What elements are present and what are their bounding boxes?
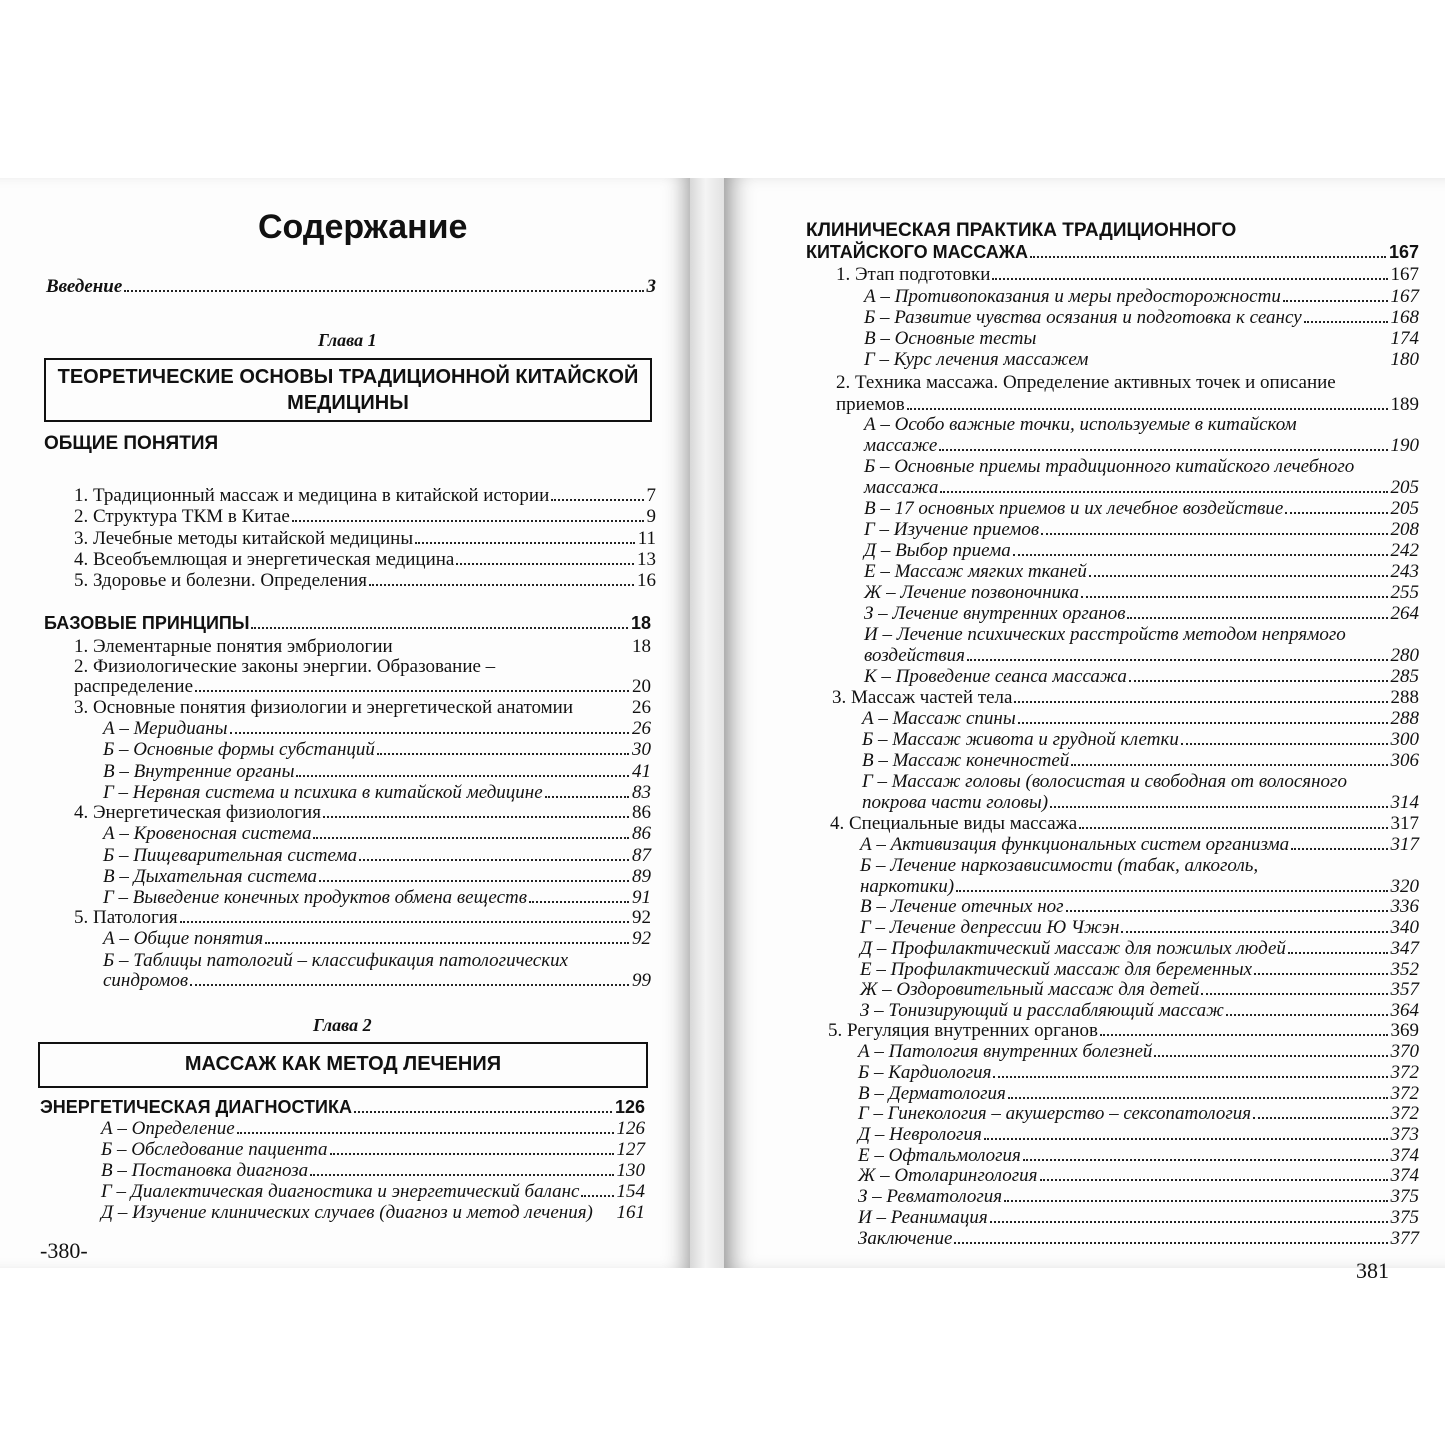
toc-subentry[interactable] <box>858 1062 1419 1083</box>
toc-entry[interactable] <box>832 687 1419 708</box>
toc-entry[interactable] <box>74 676 651 697</box>
entry-page: 340 <box>1390 917 1419 938</box>
toc-subentry[interactable] <box>862 729 1419 750</box>
entry-label: 1. Элементарные понятия эмбриологии <box>74 636 393 657</box>
dot-leader <box>124 290 643 292</box>
entry-page: 174 <box>1390 328 1419 349</box>
entry-page: 86 <box>632 823 651 844</box>
dot-leader <box>529 901 629 903</box>
dot-leader <box>1254 973 1387 975</box>
entry-label: 4. Специальные виды массажа <box>830 813 1078 834</box>
entry-page: 357 <box>1390 979 1419 1000</box>
entry-label: Б – Кардиология <box>858 1062 992 1083</box>
dot-leader <box>984 1138 1388 1140</box>
chapter-label: Глава 2 <box>313 1015 372 1035</box>
dot-leader <box>1040 1179 1388 1181</box>
entry-page: 92 <box>632 907 651 928</box>
toc-subentry[interactable] <box>103 761 651 782</box>
dot-leader <box>993 1076 1387 1078</box>
entry-label: З – Тонизирующий и расслабляющий массаж <box>860 1000 1224 1021</box>
entry-label: 4. Энергетическая физиология <box>74 802 321 823</box>
entry-label: 3. Лечебные методы китайской медицины <box>74 528 414 549</box>
toc-subentry[interactable] <box>864 349 1419 370</box>
dot-leader <box>1013 554 1388 556</box>
dot-leader <box>190 984 629 986</box>
dot-leader <box>354 1111 612 1113</box>
entry-label: Ж – Оздоровительный массаж для детей <box>860 979 1200 1000</box>
entry-label-line: И – Лечение психических расстройств методом непрямого <box>864 624 1346 645</box>
entry-page: 127 <box>616 1139 645 1160</box>
entry-label: Б – Массаж живота и грудной клетки <box>862 729 1179 750</box>
entry-label: К – Проведение сеанса массажа <box>864 666 1127 687</box>
dot-leader <box>1283 300 1388 302</box>
entry-page: 285 <box>1390 666 1419 687</box>
entry-label: Г – Гинекология – акушерство – сексопатология <box>858 1103 1252 1124</box>
entry-page: 347 <box>1390 938 1419 959</box>
toc-entry[interactable] <box>74 802 651 823</box>
entry-label: Г – Изучение приемов <box>864 519 1040 540</box>
entry-page: 26 <box>632 697 651 718</box>
dot-leader <box>1121 931 1387 933</box>
entry-label: 1. Этап подготовки <box>836 264 991 285</box>
entry-page: 180 <box>1390 349 1419 370</box>
section-heading: БАЗОВЫЕ ПРИНЦИПЫ <box>44 613 250 633</box>
entry-label-line: А – Особо важные точки, используемые в китайском <box>864 414 1297 435</box>
toc-subentry[interactable] <box>858 1145 1419 1166</box>
dot-leader <box>545 796 629 798</box>
entry-label: Е – Офтальмология <box>858 1145 1021 1166</box>
entry-label: А – Общие понятия <box>103 928 264 949</box>
entry-page: 255 <box>1390 582 1419 603</box>
entry-label: Введение <box>46 276 123 297</box>
entry-page: 300 <box>1390 729 1419 750</box>
toc-section-clinical[interactable] <box>806 242 1419 263</box>
entry-label-line: Б – Таблицы патологий – классификация патологических <box>103 950 569 971</box>
entry-page: 373 <box>1390 1124 1419 1145</box>
dot-leader <box>1100 1034 1388 1036</box>
dot-leader <box>1201 993 1387 995</box>
toc-subentry[interactable] <box>864 666 1419 687</box>
page-number-right: 381 <box>1356 1258 1389 1283</box>
chapter-title-line: МАССАЖ КАК МЕТОД ЛЕЧЕНИЯ <box>184 1053 502 1075</box>
toc-subentry[interactable] <box>103 928 651 949</box>
entry-label: А – Меридианы <box>103 718 228 739</box>
dot-leader <box>1008 1097 1388 1099</box>
dot-leader <box>1004 1200 1387 1202</box>
entry-label: В – Лечение отечных ног <box>860 896 1064 917</box>
dot-leader <box>180 921 629 923</box>
section-heading: ЭНЕРГЕТИЧЕСКАЯ ДИАГНОСТИКА <box>40 1097 352 1117</box>
toc-subentry[interactable] <box>103 782 651 803</box>
toc-subentry[interactable] <box>101 1118 645 1139</box>
toc-entry[interactable] <box>836 394 1419 415</box>
dot-leader <box>1181 743 1388 745</box>
entry-page: 364 <box>1390 1000 1419 1021</box>
dot-leader <box>1291 848 1387 850</box>
entry-label: В – Постановка диагноза <box>101 1160 309 1181</box>
entry-label: 4. Всеобъемлющая и энергетическая медицина <box>74 549 455 570</box>
dot-leader <box>1023 1159 1388 1161</box>
toc-subentry[interactable] <box>103 845 651 866</box>
entry-page: 375 <box>1390 1207 1419 1228</box>
entry-page: 374 <box>1390 1145 1419 1166</box>
section-heading: КИТАЙСКОГО МАССАЖА <box>806 242 1029 262</box>
dot-leader <box>230 732 629 734</box>
entry-label: Г – Выведение конечных продуктов обмена веществ <box>103 887 527 908</box>
entry-label: Ж – Отоларингология <box>858 1165 1038 1186</box>
entry-label: массаже <box>864 435 938 456</box>
entry-page: 205 <box>1390 477 1419 498</box>
toc-entry[interactable] <box>74 907 651 928</box>
toc-subentry[interactable] <box>860 1000 1419 1021</box>
entry-page: 168 <box>1390 307 1419 328</box>
toc-entry[interactable] <box>830 813 1419 834</box>
toc-entry[interactable] <box>74 485 656 506</box>
chapter-title-line: МЕДИЦИНЫ <box>287 392 409 414</box>
entry-page: 26 <box>632 718 651 739</box>
dot-leader <box>369 584 634 586</box>
entry-page: 167 <box>1390 264 1419 285</box>
entry-label: воздействия <box>864 645 965 666</box>
entry-page: 86 <box>632 802 651 823</box>
entry-page: 83 <box>632 782 651 803</box>
dot-leader <box>323 816 629 818</box>
toc-section-basic[interactable] <box>44 613 651 634</box>
toc-subentry[interactable] <box>864 328 1419 349</box>
dot-leader <box>954 1242 1387 1244</box>
entry-page: 18 <box>630 613 651 633</box>
toc-subentry[interactable] <box>862 750 1419 771</box>
entry-label: В – Массаж конечностей <box>862 750 1070 771</box>
entry-label: Г – Курс лечения массажем <box>864 349 1089 370</box>
dot-leader <box>1041 533 1387 535</box>
entry-label: Б – Основные формы субстанций <box>103 739 375 760</box>
chapter-title-box <box>38 1042 648 1088</box>
entry-label: Е – Профилактический массаж для беременных <box>860 959 1253 980</box>
dot-leader <box>1089 575 1388 577</box>
dot-leader <box>1066 910 1388 912</box>
entry-label: Г – Диалектическая диагностика и энергетический баланс <box>101 1181 580 1202</box>
toc-subentry[interactable] <box>858 1083 1419 1104</box>
dot-leader <box>319 880 629 882</box>
entry-page: 11 <box>637 528 656 549</box>
toc-subentry[interactable] <box>860 979 1419 1000</box>
toc-subentry[interactable] <box>858 1103 1419 1124</box>
dot-leader <box>456 563 634 565</box>
page-title: Содержание <box>258 208 468 246</box>
toc-subentry[interactable] <box>858 1186 1419 1207</box>
entry-label-line: Г – Массаж головы (волосистая и свободная от волосяного <box>862 771 1347 792</box>
entry-page: 288 <box>1390 687 1419 708</box>
entry-page: 13 <box>637 549 656 570</box>
entry-page: 161 <box>616 1202 645 1223</box>
chapter-label: Глава 1 <box>318 330 377 350</box>
section-heading-line: КЛИНИЧЕСКАЯ ПРАКТИКА ТРАДИЦИОННОГО <box>806 220 1237 241</box>
entry-label: А – Противопоказания и меры предосторожности <box>864 286 1281 307</box>
chapter-title-line: ТЕОРЕТИЧЕСКИЕ ОСНОВЫ ТРАДИЦИОННОЙ КИТАЙСКОЙ <box>57 366 639 388</box>
entry-page: 280 <box>1390 645 1419 666</box>
dot-leader <box>1018 722 1388 724</box>
toc-subentry[interactable] <box>860 959 1419 980</box>
dot-leader <box>1129 680 1388 682</box>
entry-label: 1. Традиционный массаж и медицина в китайской истории <box>74 485 550 506</box>
toc-subentry[interactable] <box>860 938 1419 959</box>
dot-leader <box>1081 596 1387 598</box>
toc-subentry[interactable] <box>860 876 1419 897</box>
entry-page: 264 <box>1390 603 1419 624</box>
toc-subentry[interactable] <box>101 1181 645 1202</box>
entry-label: А – Кровеносная система <box>103 823 312 844</box>
entry-label: 5. Здоровье и болезни. Определения <box>74 570 368 591</box>
page-number-left: -380- <box>40 1238 88 1263</box>
entry-page: 336 <box>1390 896 1419 917</box>
entry-label: В – Основные тесты <box>864 328 1037 349</box>
entry-label: Д – Изучение клинических случаев (диагноз и метод лечения) <box>101 1202 593 1223</box>
toc-subentry[interactable] <box>858 1207 1419 1228</box>
entry-page: 87 <box>632 845 651 866</box>
toc-entry[interactable] <box>74 528 656 549</box>
entry-page: 377 <box>1390 1228 1419 1249</box>
entry-label: 2. Структура ТКМ в Китае <box>74 506 290 527</box>
entry-page: 190 <box>1390 435 1419 456</box>
dot-leader <box>907 408 1388 410</box>
toc-entry[interactable] <box>828 1020 1419 1041</box>
entry-label: наркотики) <box>860 876 955 897</box>
toc-subentry[interactable] <box>860 896 1419 917</box>
toc-entry[interactable] <box>836 264 1419 285</box>
entry-label-line: 2. Физиологические законы энергии. Образование – <box>74 656 496 677</box>
toc-entry[interactable] <box>74 506 656 527</box>
entry-label: 5. Регуляция внутренних органов <box>828 1020 1098 1041</box>
toc-subentry[interactable] <box>864 645 1419 666</box>
entry-page: 7 <box>646 485 656 506</box>
toc-entry[interactable] <box>74 549 656 570</box>
dot-leader <box>1079 827 1387 829</box>
entry-page: 288 <box>1390 708 1419 729</box>
entry-page: 314 <box>1390 792 1419 813</box>
entry-label: В – 17 основных приемов и их лечебное воздействие <box>864 498 1284 519</box>
dot-leader <box>940 491 1387 493</box>
chapter-title-box <box>44 358 652 422</box>
entry-label: 5. Патология <box>74 907 178 928</box>
toc-subentry[interactable] <box>860 834 1419 855</box>
dot-leader <box>992 278 1387 280</box>
entry-page: 189 <box>1390 394 1419 415</box>
toc-subentry[interactable] <box>864 498 1419 519</box>
dot-leader <box>967 659 1388 661</box>
toc-subentry[interactable] <box>864 561 1419 582</box>
entry-page: 167 <box>1390 286 1419 307</box>
toc-subentry[interactable] <box>864 435 1419 456</box>
dot-leader <box>265 942 629 944</box>
toc-subentry[interactable] <box>860 917 1419 938</box>
entry-label: Е – Массаж мягких тканей <box>864 561 1087 582</box>
entry-label: В – Дыхательная система <box>103 866 318 887</box>
dot-leader <box>1071 764 1387 766</box>
entry-label: Б – Пищеварительная система <box>103 845 358 866</box>
entry-label: 3. Массаж частей тела <box>832 687 1013 708</box>
entry-label: Ж – Лечение позвоночника <box>864 582 1080 603</box>
dot-leader <box>296 775 629 777</box>
dot-leader <box>1050 806 1387 808</box>
toc-subentry[interactable] <box>858 1124 1419 1145</box>
dot-leader <box>1304 321 1388 323</box>
entry-page: 317 <box>1390 834 1419 855</box>
toc-subentry[interactable] <box>103 739 651 760</box>
dot-leader <box>313 837 629 839</box>
entry-page: 9 <box>646 506 656 527</box>
toc-subentry[interactable] <box>864 603 1419 624</box>
toc-subentry[interactable] <box>103 823 651 844</box>
entry-page: 99 <box>632 970 651 991</box>
entry-page: 41 <box>632 761 651 782</box>
dot-leader <box>1127 617 1387 619</box>
entry-label: распределение <box>74 676 194 697</box>
entry-page: 370 <box>1390 1041 1419 1062</box>
entry-page: 242 <box>1390 540 1419 561</box>
entry-page: 92 <box>632 928 651 949</box>
toc-subentry[interactable] <box>103 866 651 887</box>
entry-label: 3. Основные понятия физиологии и энергетической анатомии <box>74 697 574 718</box>
entry-label: Д – Профилактический массаж для пожилых людей <box>860 938 1286 959</box>
toc-entry-conclusion[interactable] <box>858 1228 1419 1249</box>
toc-subentry[interactable] <box>862 708 1419 729</box>
entry-label: Г – Лечение депрессии Ю Чжэн <box>860 917 1120 938</box>
entry-page: 306 <box>1390 750 1419 771</box>
entry-page: 317 <box>1390 813 1419 834</box>
entry-label: Заключение <box>858 1228 953 1249</box>
toc-subentry[interactable] <box>103 887 651 908</box>
entry-page: 374 <box>1390 1165 1419 1186</box>
toc-subentry[interactable] <box>858 1041 1419 1062</box>
toc-entry[interactable] <box>74 570 656 591</box>
entry-page: 18 <box>632 636 651 657</box>
entry-page: 89 <box>632 866 651 887</box>
entry-label-line: Б – Лечение наркозависимости (табак, алкоголь, <box>860 855 1259 876</box>
dot-leader <box>939 449 1387 451</box>
entry-label: приемов <box>836 394 905 415</box>
entry-page: 126 <box>616 1118 645 1139</box>
entry-label: синдромов <box>103 970 189 991</box>
entry-label: Г – Нервная система и психика в китайской медицине <box>103 782 543 803</box>
toc-subentry[interactable] <box>103 718 651 739</box>
entry-label: А – Патология внутренних болезней <box>858 1041 1153 1062</box>
toc-subentry[interactable] <box>862 792 1419 813</box>
entry-page: 154 <box>616 1181 645 1202</box>
entry-label-line: 2. Техника массажа. Определение активных точек и описание <box>836 372 1336 393</box>
dot-leader <box>359 859 629 861</box>
entry-page: 126 <box>614 1097 645 1117</box>
entry-page: 16 <box>637 570 656 591</box>
dot-leader <box>1226 1014 1388 1016</box>
toc-subentry[interactable] <box>864 477 1419 498</box>
entry-label: В – Внутренние органы <box>103 761 295 782</box>
entry-page: 20 <box>632 676 651 697</box>
toc-entry[interactable] <box>74 636 651 657</box>
entry-label: А – Массаж спины <box>862 708 1016 729</box>
toc-subentry[interactable] <box>864 519 1419 540</box>
dot-leader <box>195 690 629 692</box>
toc-entry-intro[interactable] <box>46 276 656 297</box>
toc-section-diagnostics[interactable] <box>40 1097 645 1118</box>
dot-leader <box>1154 1055 1387 1057</box>
dot-leader <box>310 1174 613 1176</box>
dot-leader <box>581 1195 613 1197</box>
dot-leader <box>1030 256 1386 258</box>
toc-subentry[interactable] <box>101 1202 645 1223</box>
dot-leader <box>292 520 644 522</box>
toc-subentry[interactable] <box>858 1165 1419 1186</box>
entry-page: 208 <box>1390 519 1419 540</box>
entry-page: 167 <box>1388 242 1419 262</box>
dot-leader <box>415 542 635 544</box>
entry-page: 130 <box>616 1160 645 1181</box>
section-heading: ОБЩИЕ ПОНЯТИЯ <box>44 433 219 454</box>
toc-subentry[interactable] <box>101 1160 645 1181</box>
dot-leader <box>1288 952 1388 954</box>
entry-label: А – Определение <box>101 1118 235 1139</box>
entry-page: 320 <box>1390 876 1419 897</box>
entry-page: 375 <box>1390 1186 1419 1207</box>
entry-label: Б – Обследование пациента <box>101 1139 328 1160</box>
entry-label: Д – Неврология <box>858 1124 982 1145</box>
dot-leader <box>551 499 643 501</box>
entry-page: 243 <box>1390 561 1419 582</box>
entry-page: 3 <box>646 276 656 297</box>
dot-leader <box>330 1153 614 1155</box>
dot-leader <box>956 890 1387 892</box>
entry-page: 372 <box>1390 1103 1419 1124</box>
toc-subentry[interactable] <box>864 540 1419 561</box>
dot-leader <box>1253 1117 1387 1119</box>
entry-label: А – Активизация функциональных систем организма <box>860 834 1290 855</box>
toc-subentry[interactable] <box>101 1139 645 1160</box>
toc-entry[interactable] <box>74 697 651 718</box>
entry-page: 372 <box>1390 1062 1419 1083</box>
toc-subentry[interactable] <box>864 307 1419 328</box>
entry-page: 91 <box>632 887 651 908</box>
toc-subentry[interactable] <box>864 582 1419 603</box>
dot-leader <box>990 1221 1388 1223</box>
entry-label: В – Дерматология <box>858 1083 1006 1104</box>
entry-label: Д – Выбор приема <box>864 540 1011 561</box>
book-gutter <box>690 178 724 1268</box>
entry-label-line: Б – Основные приемы традиционного китайского лечебного <box>864 456 1355 477</box>
entry-label: И – Реанимация <box>858 1207 988 1228</box>
toc-subentry[interactable] <box>103 970 651 991</box>
entry-label: покрова части головы) <box>862 792 1049 813</box>
entry-page: 372 <box>1390 1083 1419 1104</box>
entry-page: 352 <box>1390 959 1419 980</box>
dot-leader <box>1014 701 1387 703</box>
entry-page: 205 <box>1390 498 1419 519</box>
entry-page: 30 <box>632 739 651 760</box>
entry-page: 369 <box>1390 1020 1419 1041</box>
dot-leader <box>251 627 628 629</box>
dot-leader <box>237 1132 614 1134</box>
entry-label: З – Лечение внутренних органов <box>864 603 1126 624</box>
dot-leader <box>377 753 629 755</box>
toc-subentry[interactable] <box>864 286 1419 307</box>
entry-label: З – Ревматология <box>858 1186 1003 1207</box>
entry-label: Б – Развитие чувства осязания и подготовка к сеансу <box>864 307 1302 328</box>
entry-label: массажа <box>864 477 939 498</box>
dot-leader <box>1285 512 1387 514</box>
